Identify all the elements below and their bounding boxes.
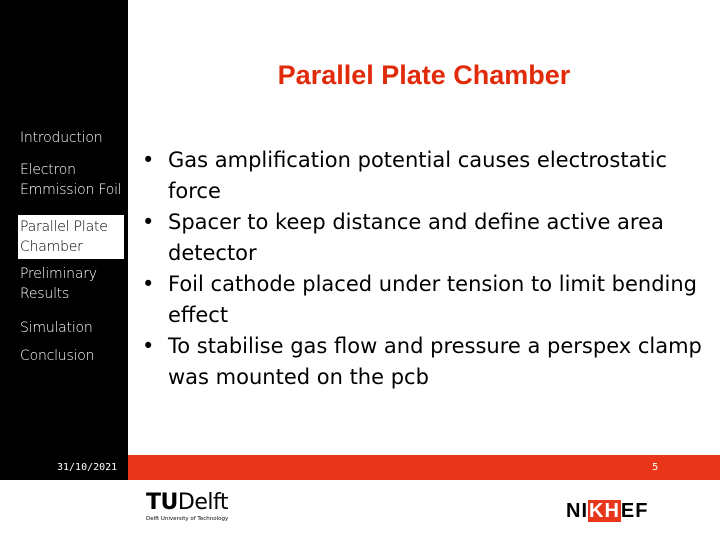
bullet-text: Spacer to keep distance and define active area detector <box>168 210 664 265</box>
tudelft-tu: TU <box>146 490 178 515</box>
sidebar-item-preliminary-results[interactable]: Preliminary Results <box>20 266 97 302</box>
bullet-text: Foil cathode placed under tension to limit bending effect <box>168 272 697 327</box>
slide-title: Parallel Plate Chamber <box>277 60 571 90</box>
bullet-text: To stabilise gas flow and pressure a perspex clamp was mounted on the pcb <box>168 334 702 389</box>
sidebar-item-introduction[interactable]: Introduction <box>20 130 103 146</box>
sidebar-item-parallel-plate-chamber[interactable]: Parallel Plate Chamber <box>18 215 124 259</box>
bullet-item <box>142 145 702 207</box>
bullet-list <box>142 145 702 393</box>
bullet-text: Gas amplification potential causes electrostatic force <box>168 148 668 203</box>
bullet-icon: • <box>142 148 155 172</box>
tudelft-tagline: Delft University of Technology <box>146 516 229 522</box>
sidebar-item-simulation[interactable]: Simulation <box>20 320 93 336</box>
nikhef-kh: KH <box>589 500 620 522</box>
bullet-item <box>142 269 702 331</box>
nikhef-ef: EF <box>620 500 649 522</box>
bullet-item <box>142 207 702 269</box>
sidebar-item-conclusion[interactable]: Conclusion <box>20 348 95 364</box>
tudelft-wordmark <box>146 490 228 515</box>
bullet-item <box>142 331 702 393</box>
nikhef-ni: NI <box>566 500 588 522</box>
bullet-icon: • <box>142 210 155 234</box>
sidebar-item-electron-emmission-foil[interactable]: Electron Emmission Foil <box>20 162 122 198</box>
footer-date: 31/10/2021 <box>57 462 118 473</box>
bullet-icon: • <box>142 334 155 358</box>
bullet-icon: • <box>142 272 155 296</box>
page-number: 5 <box>652 462 659 473</box>
tudelft-logo <box>146 490 228 522</box>
sidebar-nav <box>0 0 128 455</box>
nikhef-logo <box>566 500 648 523</box>
tudelft-delft: Delft <box>177 490 228 515</box>
